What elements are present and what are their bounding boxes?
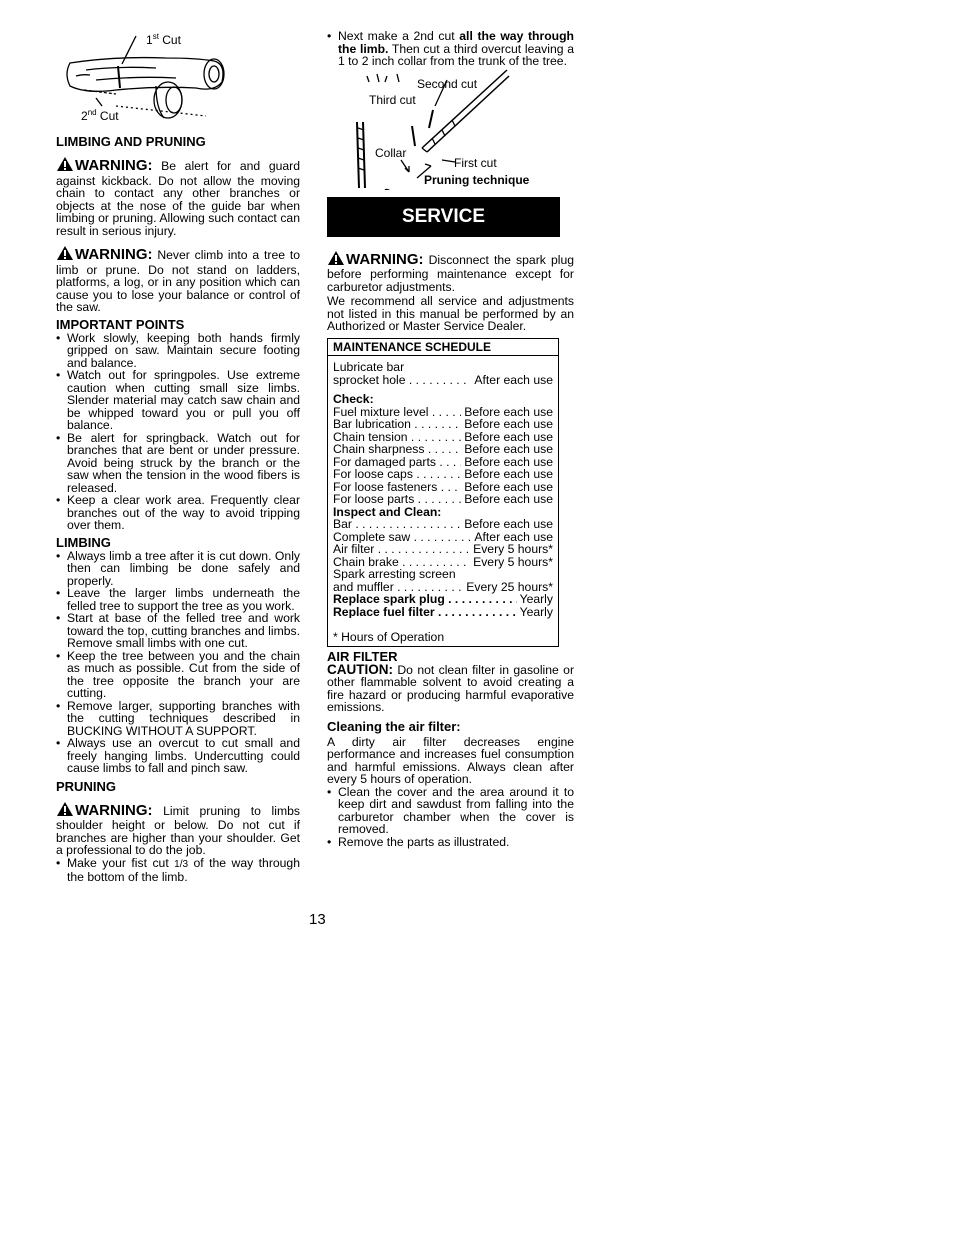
warning-triangle-icon (56, 245, 74, 264)
caution-text: CAUTION: Do not clean filter in gasoline or other flammable solvent to avoid creating a fire hazard or producing harmful evaporative emissions. (327, 661, 574, 714)
schedule-row: For loose parts . . . Before each use (333, 493, 553, 506)
right-column (327, 30, 574, 848)
list-item: • Remove the parts as illustrated. (327, 836, 574, 849)
limbing-pruning-heading: LIMBING AND PRUNING (56, 134, 206, 149)
third-cut-label: Third cut (369, 92, 416, 107)
cleaning-list (327, 786, 574, 849)
warning-triangle-icon (56, 801, 74, 820)
second-cut-label: Second cut (417, 76, 478, 91)
warning-pruning: WARNING: Limit pruning to limbs shoulder height or below. Do not cut if branches are higher than your shoulder. Get a professional to do the job. (56, 801, 300, 857)
warning-triangle-icon (56, 156, 74, 175)
page-number: 13 (309, 911, 326, 928)
list-item: • Make your fist cut 1/3 of the way through the bottom of the limb. (56, 857, 300, 884)
air-filter-heading: AIR FILTER (327, 648, 398, 664)
cleaning-text: A dirty air filter decreases engine performance and increases fuel consumption and harmful emissions. Always clean after every 5 hours of operation. (327, 734, 574, 786)
list-item: • Always use an overcut to cut small and freely hanging limbs. Undercutting could cause limbs to fall and pinch saw. (56, 737, 300, 775)
important-points-heading: IMPORTANT POINTS (56, 316, 185, 332)
schedule-row: Chain sharpness . . . Before each use (333, 443, 553, 456)
left-column (56, 130, 300, 884)
list-item: • Be alert for springback. Watch out for branches that are bent or under pressure. Avoid being struck by the branch or the saw when the tension in the wood fibers is released. (56, 432, 300, 495)
pruning-heading: PRUNING (56, 778, 116, 794)
pruning-continued-list (327, 30, 574, 68)
service-banner: SERVICE (327, 197, 560, 237)
maintenance-schedule-body (328, 356, 558, 646)
warning-kickback: WARNING: Be alert for and guard against kickback. Do not allow the moving chain to contact any other branches or objects at the nose of the guide bar when limbing or pruning. Allowing such contact can result in serious injury. (56, 157, 300, 238)
schedule-row: Replace spark plug . . . Yearly (333, 593, 553, 606)
limbing-list (56, 550, 300, 775)
inspect-label: Inspect and Clean: (333, 504, 442, 519)
collar-label: Collar (375, 145, 407, 160)
schedule-row: Air filter . . . Every 5 hours* (333, 543, 553, 556)
pruning-technique-caption: Pruning technique (424, 172, 530, 187)
recommend-text: We recommend all service and adjustments not listed in this manual be performed by an Authorized or Master Service Dealer. (327, 294, 574, 333)
list-item: • Watch out for springpoles. Use extreme caution when cutting small size limbs. Slender material may catch saw chain and be whipped toward you or pull you off balance. (56, 369, 300, 432)
schedule-row: For loose caps . . . Before each use (333, 468, 553, 481)
pruning-list (56, 857, 300, 884)
cleaning-air-filter-heading: Cleaning the air filter: (327, 718, 461, 734)
second-cut-label: 2nd Cut (81, 108, 119, 123)
list-item: • Always limb a tree after it is cut down. Only then can limbing be done safely and properly. (56, 550, 300, 588)
check-label: Check: (333, 392, 374, 406)
schedule-row: Bar lubrication . . . Before each use (333, 418, 553, 431)
log-cutting-figure (56, 28, 296, 128)
first-cut-label: First cut (454, 155, 497, 170)
schedule-row: Replace fuel filter . . . Yearly (333, 606, 553, 619)
maintenance-schedule-table (327, 338, 559, 647)
list-item: • Clean the cover and the area around it to keep dirt and sawdust from falling into the carburetor chamber when the cover is removed. (327, 786, 574, 836)
first-cut-label: 1st Cut (146, 32, 181, 47)
limbing-heading: LIMBING (56, 534, 111, 550)
schedule-row: Bar . . . Before each use (333, 518, 553, 531)
list-item: • Keep a clear work area. Frequently clear branches out of the way to avoid tripping over them. (56, 494, 300, 532)
list-item: • Start at base of the felled tree and work toward the top, cutting branches and limbs. Remove small limbs with one cut. (56, 612, 300, 650)
warning-spark-plug: WARNING: Disconnect the spark plug before performing maintenance except for carburetor adjustments. (327, 250, 574, 294)
schedule-row: For damaged parts . . . Before each use (333, 456, 553, 469)
list-item: • Remove larger, supporting branches with the cutting techniques described in BUCKING WITHOUT A SUPPORT. (56, 700, 300, 738)
list-item: • Work slowly, keeping both hands firmly gripped on saw. Maintain secure footing and balance. (56, 332, 300, 370)
warning-triangle-icon (327, 250, 345, 269)
list-item: • Leave the larger limbs underneath the felled tree to support the tree as you work. (56, 587, 300, 612)
schedule-item: Spark arresting screen (333, 567, 456, 581)
schedule-row: sprocket hole . . . After each use (333, 374, 553, 387)
maintenance-schedule-title: MAINTENANCE SCHEDULE (328, 339, 558, 357)
schedule-row: and muffler . . . Every 25 hours* (333, 581, 553, 594)
schedule-row: Fuel mixture level . . . Before each use (333, 406, 553, 419)
schedule-item: Lubricate bar (333, 360, 405, 374)
pruning-technique-figure (327, 68, 567, 190)
list-item: • Next make a 2nd cut all the way through the limb. Then cut a third overcut leaving a 1 to 2 inch collar from the trunk of the tree. (327, 30, 574, 68)
list-item: • Keep the tree between you and the chain as much as possible. Cut from the side of the tree opposite the branch your are cutting. (56, 650, 300, 700)
important-points-list (56, 332, 300, 532)
schedule-row: Complete saw . . . After each use (333, 531, 553, 544)
schedule-row: Chain tension . . . Before each use (333, 431, 553, 444)
warning-climb: WARNING: Never climb into a tree to limb or prune. Do not stand on ladders, platforms, a log, or in any position which can cause you to lose your balance or control of the saw. (56, 246, 300, 314)
hours-note: * Hours of Operation (333, 630, 445, 644)
schedule-row: Chain brake . . . Every 5 hours* (333, 556, 553, 569)
schedule-row: For loose fasteners . . . Before each use (333, 481, 553, 494)
